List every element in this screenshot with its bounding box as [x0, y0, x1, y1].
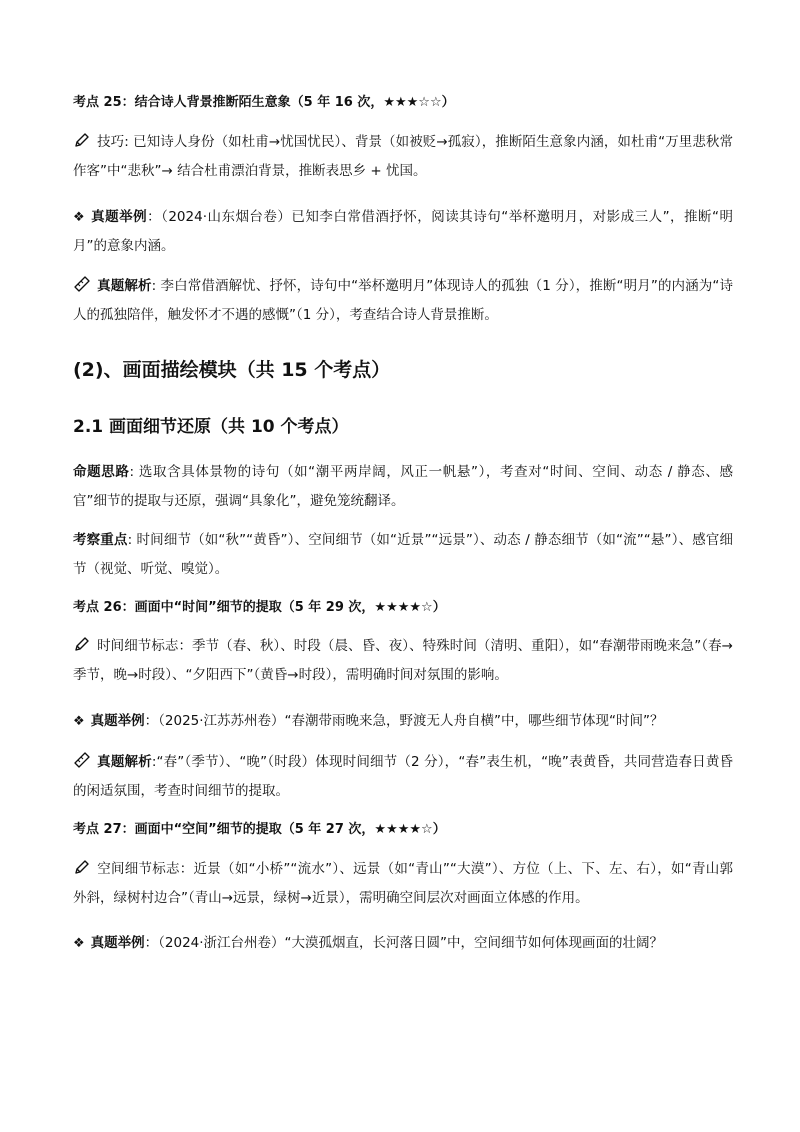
- kd26-tip-text: 时间细节标志：季节（春、秋）、时段（晨、昏、夜）、特殊时间（清明、重阳），如“春潮带雨晚来急”（春→季节，晚→时段）、“夕阳西下”（黄昏→时段），需明确时间对氛围的影响。: [73, 638, 733, 683]
- pencil-icon: [73, 131, 91, 149]
- kd25-tip: [73, 128, 733, 186]
- kd25-analysis-label: 真题解析: [97, 278, 152, 294]
- pencil-icon: [73, 858, 91, 876]
- kd26-example: [73, 707, 733, 736]
- section21-idea: [73, 458, 733, 516]
- kd25-example-text: ：（2024·山东烟台卷）已知李白常借酒抒怀，阅读其诗句“举杯邀明月，对影成三人”，推断“明月”的意象内涵。: [73, 209, 734, 254]
- section21-focus: [73, 526, 733, 584]
- section21-title: 2.1 画面细节还原（共 10 个考点）: [73, 417, 349, 437]
- kd27-tip: [73, 855, 733, 913]
- kd27-example: [73, 929, 733, 958]
- kd26-analysis: [73, 748, 733, 806]
- kd27-example-label: 真题举例: [90, 935, 145, 951]
- kd25-tip-label: 技巧: [97, 134, 125, 150]
- diamond-bullet-icon: ❖: [73, 936, 85, 951]
- kd25-analysis: [73, 272, 733, 330]
- kd26-analysis-label: 真题解析: [97, 754, 152, 770]
- idea-label: 命题思路: [73, 464, 130, 480]
- kd25-example: [73, 203, 733, 261]
- ruler-pencil-icon: [73, 275, 91, 293]
- section2-title: (2)、画面描绘模块（共 15 个考点）: [73, 359, 391, 381]
- focus-label: 考察重点: [73, 532, 128, 548]
- pencil-icon: [73, 635, 91, 653]
- kd25-analysis-text: : 李白常借酒解忧、抒怀，诗句中“举杯邀明月”体现诗人的孤独（1 分），推断“明月”的内涵为“诗人的孤独陪伴，触发怀才不遇的感慨”（1 分），考查结合诗人背景推断。: [73, 278, 733, 323]
- kd26-analysis-text: :“春”（季节）、“晚”（时段）体现时间细节（2 分），“春”表生机，“晚”表黄昏，共同营造春日黄昏的闲适氛围，考查时间细节的提取。: [73, 754, 734, 799]
- diamond-bullet-icon: ❖: [73, 210, 86, 225]
- kd26-title: 考点 26：画面中“时间”细节的提取（5 年 29 次，★★★★☆）: [73, 600, 446, 615]
- diamond-bullet-icon: ❖: [73, 714, 85, 729]
- idea-text: : 选取含具体景物的诗句（如“潮平两岸阔，风正一帆悬”），考查对“时间、空间、动态 / 静态、感官”细节的提取与还原，强调“具象化”，避免笼统翻译。: [73, 464, 734, 509]
- focus-text: : 时间细节（如“秋”“黄昏”）、空间细节（如“近景”“远景”）、动态 / 静态细节（如“流”“悬”）、感官细节（视觉、听觉、嗅觉）。: [73, 532, 733, 577]
- kd25-example-label: 真题举例: [91, 209, 148, 225]
- kd26-example-text: ：（2025·江苏苏州卷）“春潮带雨晚来急，野渡无人舟自横”中，哪些细节体现“时间”？: [144, 713, 664, 729]
- kd26-tip: [73, 632, 733, 690]
- kd27-tip-text: 空间细节标志：近景（如“小桥”“流水”）、远景（如“青山”“大漠”）、方位（上、下、左、右），如“青山郭外斜，绿树村边合”（青山→远景，绿树→近景），需明确空间层次对画面立体感的作用。: [73, 861, 733, 906]
- kd25-title: 考点 25：结合诗人背景推断陌生意象（5 年 16 次，★★★☆☆）: [73, 95, 455, 110]
- ruler-pencil-icon: [73, 751, 91, 769]
- kd27-title: 考点 27：画面中“空间”细节的提取（5 年 27 次，★★★★☆）: [73, 822, 446, 837]
- kd25-tip-text: : 已知诗人身份（如杜甫→忧国忧民）、背景（如被贬→孤寂），推断陌生意象内涵，如杜甫“万里悲秋常作客”中“悲秋”→ 结合杜甫漂泊背景，推断表思乡 + 忧国。: [73, 134, 733, 179]
- kd27-example-text: ：（2024·浙江台州卷）“大漠孤烟直，长河落日圆”中，空间细节如何体现画面的壮阔？: [144, 935, 664, 951]
- kd26-example-label: 真题举例: [90, 713, 145, 729]
